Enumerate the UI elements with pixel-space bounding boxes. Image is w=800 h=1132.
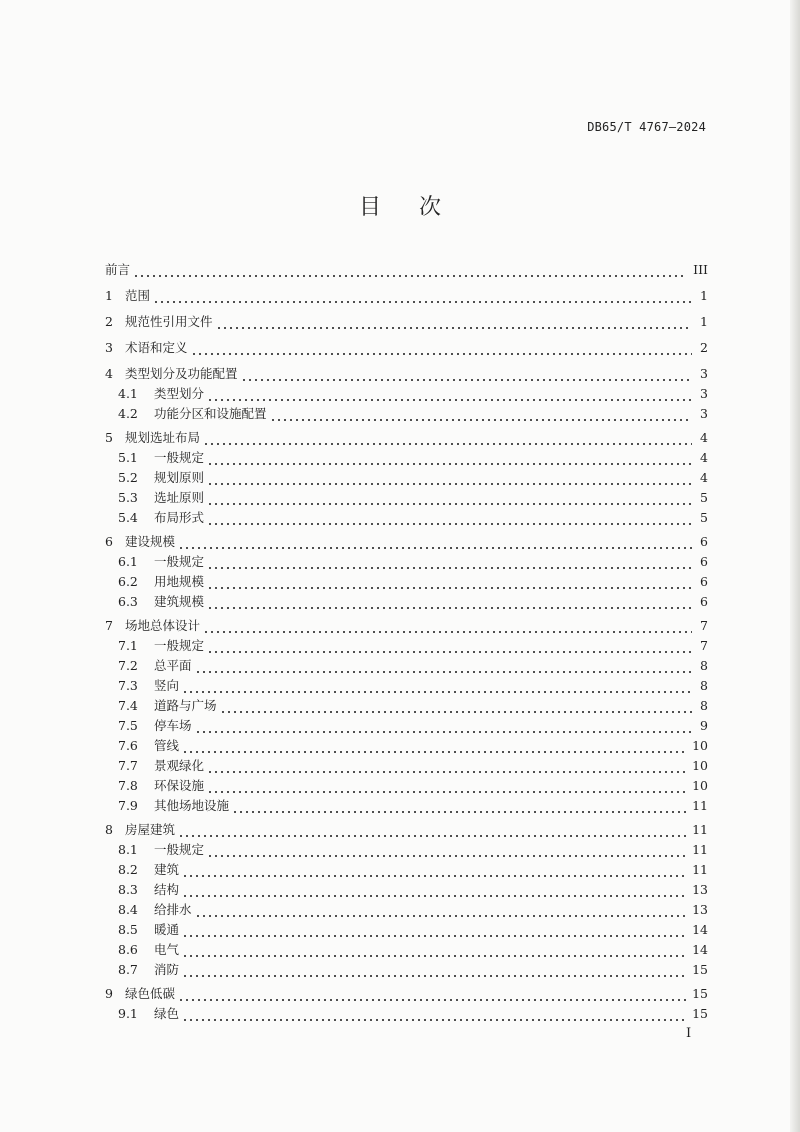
toc-entry-number: 8.3 <box>118 882 138 897</box>
toc-entry-number: 6.2 <box>118 574 138 589</box>
toc-entry[interactable] <box>105 312 708 332</box>
toc-entry-page: 1 <box>700 314 708 329</box>
toc-entry-number: 7.9 <box>118 798 138 813</box>
toc-entry-page: 2 <box>700 340 708 355</box>
toc-entry-label: 景观绿化 <box>154 758 205 773</box>
toc-entry-label: 暖通 <box>154 922 180 937</box>
toc-entry-number: 6.3 <box>118 594 138 609</box>
toc-entry-number: 7.4 <box>118 698 138 713</box>
toc-entry-number: 8.2 <box>118 862 138 877</box>
toc-entry[interactable] <box>105 636 708 656</box>
toc-entry-page: 7 <box>700 618 708 633</box>
toc-entry-label: 房屋建筑 <box>125 822 176 837</box>
toc-entry-number: 5.4 <box>118 510 138 525</box>
toc-entry-label: 总平面 <box>154 658 192 673</box>
toc-entry-label: 建设规模 <box>125 534 176 549</box>
toc-entry[interactable] <box>105 756 708 776</box>
toc-entry-page: 8 <box>700 698 708 713</box>
toc-entry-label: 一般规定 <box>154 450 205 465</box>
dot-leader <box>207 552 692 572</box>
toc-entry-number: 8.5 <box>118 922 138 937</box>
toc-entry-label: 范围 <box>125 288 151 303</box>
toc-entry-number: 7.1 <box>118 638 138 653</box>
toc-entry[interactable] <box>105 736 708 756</box>
toc-entry[interactable] <box>105 404 708 424</box>
toc-entry-number: 8.1 <box>118 842 138 857</box>
dot-leader <box>182 880 686 900</box>
dot-leader <box>178 820 686 840</box>
toc-entry-page: 6 <box>700 574 708 589</box>
toc-entry-page: 15 <box>692 1006 708 1021</box>
toc-entry-number: 7.5 <box>118 718 138 733</box>
dot-leader <box>195 656 692 676</box>
toc-entry[interactable] <box>105 960 708 980</box>
toc-entry-page: 9 <box>700 718 708 733</box>
toc-entry-number: 1 <box>105 288 113 303</box>
toc-entry-label: 一般规定 <box>154 638 205 653</box>
toc-entry-label: 规划选址布局 <box>125 430 201 445</box>
dot-leader <box>182 960 686 980</box>
toc-entry[interactable] <box>105 840 708 860</box>
toc-entry-label: 类型划分 <box>154 386 205 401</box>
toc-entry-label: 选址原则 <box>154 490 205 505</box>
toc-entry-label: 规划原则 <box>154 470 205 485</box>
toc-entry-page: 4 <box>700 470 708 485</box>
dot-leader <box>270 404 692 424</box>
toc-entry-number: 8.7 <box>118 962 138 977</box>
toc-entry-page: 7 <box>700 638 708 653</box>
toc-entry[interactable] <box>105 552 708 572</box>
toc-entry-page: 10 <box>692 758 708 773</box>
toc-entry[interactable] <box>105 820 708 840</box>
toc-entry-page: 5 <box>700 510 708 525</box>
table-of-contents <box>105 260 708 1024</box>
toc-entry-page: 3 <box>700 406 708 421</box>
toc-entry-number: 7 <box>105 618 113 633</box>
toc-entry-number: 7.7 <box>118 758 138 773</box>
dot-leader <box>207 488 692 508</box>
toc-entry-label: 一般规定 <box>154 842 205 857</box>
toc-entry-label: 竖向 <box>154 678 180 693</box>
dot-leader <box>232 796 686 816</box>
toc-entry-label: 环保设施 <box>154 778 205 793</box>
dot-leader <box>207 468 692 488</box>
toc-entry[interactable] <box>105 616 708 636</box>
toc-entry-number: 5.1 <box>118 450 138 465</box>
toc-entry-label: 建筑规模 <box>154 594 205 609</box>
toc-entry-page: 14 <box>692 922 708 937</box>
toc-entry[interactable] <box>105 900 708 920</box>
toc-entry-page: 8 <box>700 658 708 673</box>
toc-entry-label: 结构 <box>154 882 180 897</box>
toc-entry[interactable] <box>105 448 708 468</box>
toc-entry[interactable] <box>105 468 708 488</box>
toc-entry-label: 给排水 <box>154 902 192 917</box>
toc-entry-label: 绿色 <box>154 1006 180 1021</box>
toc-entry[interactable] <box>105 592 708 612</box>
dot-leader <box>241 364 692 384</box>
toc-entry-page: 3 <box>700 386 708 401</box>
toc-entry-number: 7.6 <box>118 738 138 753</box>
dot-leader <box>182 1004 686 1024</box>
toc-entry[interactable] <box>105 338 708 358</box>
toc-entry-label: 消防 <box>154 962 180 977</box>
toc-entry[interactable] <box>105 384 708 404</box>
toc-entry-label: 术语和定义 <box>125 340 188 355</box>
toc-entry[interactable] <box>105 428 708 448</box>
page-title: 目次 <box>358 195 479 220</box>
toc-entry-number: 9 <box>105 986 113 1001</box>
dot-leader <box>203 616 692 636</box>
toc-entry-label: 用地规模 <box>154 574 205 589</box>
toc-entry[interactable] <box>105 488 708 508</box>
toc-entry-number: 7.8 <box>118 778 138 793</box>
dot-leader <box>207 840 686 860</box>
toc-entry-label: 类型划分及功能配置 <box>125 366 238 381</box>
dot-leader <box>191 338 692 358</box>
toc-entry-number: 5.3 <box>118 490 138 505</box>
dot-leader <box>133 260 687 280</box>
dot-leader <box>182 736 686 756</box>
toc-entry-page: 15 <box>692 986 708 1001</box>
dot-leader <box>182 940 686 960</box>
toc-entry-number: 7.2 <box>118 658 138 673</box>
toc-entry[interactable] <box>105 940 708 960</box>
dot-leader <box>182 860 686 880</box>
toc-entry-label: 前言 <box>105 262 131 277</box>
toc-entry[interactable] <box>105 260 708 280</box>
toc-entry-page: 6 <box>700 554 708 569</box>
toc-entry-number: 5 <box>105 430 113 445</box>
toc-entry-label: 其他场地设施 <box>154 798 230 813</box>
toc-entry[interactable] <box>105 716 708 736</box>
dot-leader <box>207 572 692 592</box>
dot-leader <box>182 676 692 696</box>
toc-entry-page: 8 <box>700 678 708 693</box>
toc-entry-label: 建筑 <box>154 862 180 877</box>
toc-entry[interactable] <box>105 880 708 900</box>
dot-leader <box>207 592 692 612</box>
toc-entry-page: 11 <box>692 822 708 837</box>
dot-leader <box>207 384 692 404</box>
toc-entry[interactable] <box>105 364 708 384</box>
dot-leader <box>207 636 692 656</box>
toc-entry-label: 功能分区和设施配置 <box>154 406 267 421</box>
scan-edge <box>790 0 800 1132</box>
toc-entry-label: 一般规定 <box>154 554 205 569</box>
toc-entry[interactable] <box>105 776 708 796</box>
toc-entry-page: 10 <box>692 738 708 753</box>
toc-entry-page: 6 <box>700 594 708 609</box>
toc-entry-label: 道路与广场 <box>154 698 217 713</box>
toc-entry-page: 13 <box>692 882 708 897</box>
document-id: DB65/T 4767—2024 <box>587 120 706 134</box>
toc-entry-number: 8.4 <box>118 902 138 917</box>
toc-entry-number: 5.2 <box>118 470 138 485</box>
toc-entry[interactable] <box>105 696 708 716</box>
toc-entry-number: 6 <box>105 534 113 549</box>
toc-entry-page: 3 <box>700 366 708 381</box>
toc-entry-number: 9.1 <box>118 1006 138 1021</box>
toc-entry-page: 11 <box>692 798 708 813</box>
dot-leader <box>178 984 686 1004</box>
toc-entry[interactable] <box>105 920 708 940</box>
toc-entry-page: 4 <box>700 430 708 445</box>
dot-leader <box>195 900 687 920</box>
toc-entry-number: 4.2 <box>118 406 138 421</box>
toc-entry-page: 13 <box>692 902 708 917</box>
toc-entry-label: 场地总体设计 <box>125 618 201 633</box>
toc-entry-number: 4 <box>105 366 113 381</box>
toc-entry-page: 14 <box>692 942 708 957</box>
toc-entry-page: 11 <box>692 842 708 857</box>
toc-entry-page: 1 <box>700 288 708 303</box>
toc-entry-label: 管线 <box>154 738 180 753</box>
dot-leader <box>216 312 692 332</box>
dot-leader <box>153 286 692 306</box>
dot-leader <box>178 532 692 552</box>
toc-entry-label: 布局形式 <box>154 510 205 525</box>
toc-entry[interactable] <box>105 572 708 592</box>
toc-entry-number: 8 <box>105 822 113 837</box>
toc-entry-label: 绿色低碳 <box>125 986 176 1001</box>
toc-entry[interactable] <box>105 984 708 1004</box>
toc-entry[interactable] <box>105 1004 708 1024</box>
dot-leader <box>207 776 686 796</box>
toc-entry[interactable] <box>105 656 708 676</box>
toc-entry[interactable] <box>105 860 708 880</box>
page-number: I <box>686 1026 692 1041</box>
toc-entry-number: 8.6 <box>118 942 138 957</box>
toc-entry-page: 11 <box>692 862 708 877</box>
toc-entry-number: 6.1 <box>118 554 138 569</box>
dot-leader <box>207 448 692 468</box>
toc-entry-page: 4 <box>700 450 708 465</box>
toc-entry-number: 7.3 <box>118 678 138 693</box>
dot-leader <box>195 716 692 736</box>
toc-entry-number: 3 <box>105 340 113 355</box>
dot-leader <box>207 508 692 528</box>
toc-entry[interactable] <box>105 286 708 306</box>
toc-entry[interactable] <box>105 796 708 816</box>
dot-leader <box>207 756 686 776</box>
toc-entry-label: 电气 <box>154 942 180 957</box>
toc-entry-page: 15 <box>692 962 708 977</box>
toc-entry[interactable] <box>105 532 708 552</box>
toc-entry[interactable] <box>105 676 708 696</box>
toc-entry-number: 4.1 <box>118 386 138 401</box>
toc-entry[interactable] <box>105 508 708 528</box>
toc-entry-label: 规范性引用文件 <box>125 314 213 329</box>
toc-entry-page: 5 <box>700 490 708 505</box>
toc-entry-number: 2 <box>105 314 113 329</box>
dot-leader <box>203 428 692 448</box>
dot-leader <box>220 696 692 716</box>
toc-entry-page: 6 <box>700 534 708 549</box>
toc-entry-label: 停车场 <box>154 718 192 733</box>
toc-entry-page: 10 <box>692 778 708 793</box>
dot-leader <box>182 920 686 940</box>
toc-entry-page: III <box>693 262 708 277</box>
